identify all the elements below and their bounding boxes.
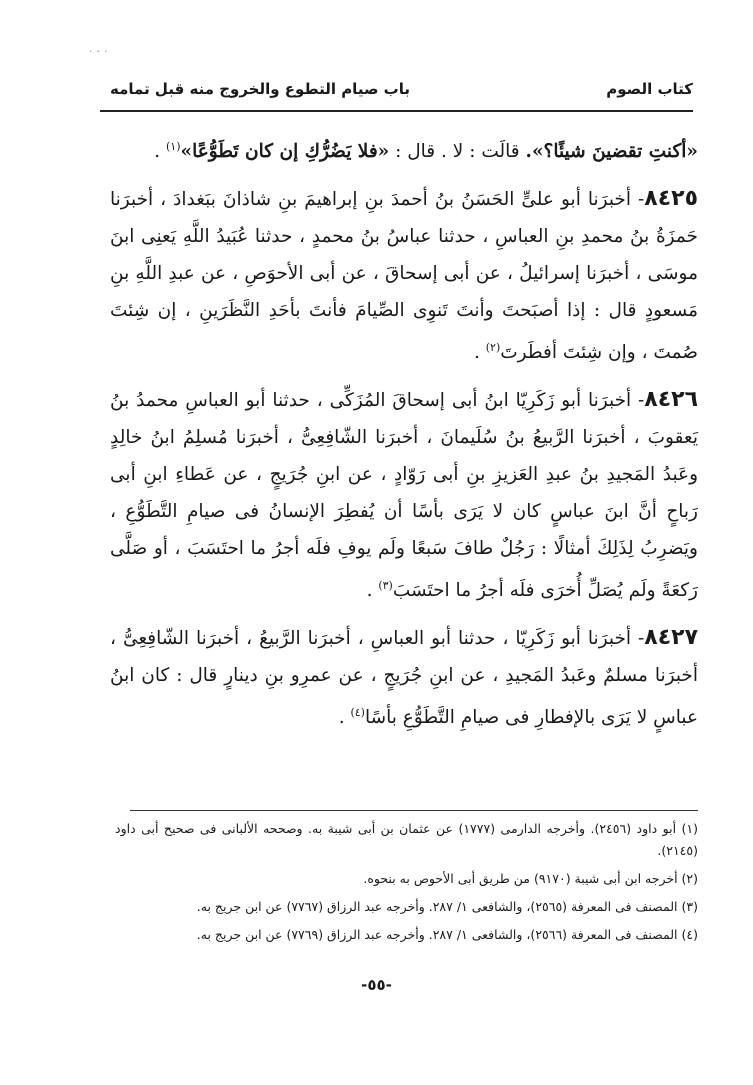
footnote-ref: (٢) <box>485 341 501 355</box>
entry-number: ٨٤٢٧ <box>644 625 698 651</box>
opening-paragraph <box>110 128 698 170</box>
entry-paragraph <box>110 381 698 609</box>
entry-text: - أخبرَنا أبو علىٍّ الحَسَنُ بنُ أحمدَ بنِ إبراهيمَ بنِ شاذانَ ببَغدادَ ، أخبرَنا حَمزَةُ بنُ محمدِ بنِ العباسِ ، حدثنا عباسُ بنُ محمدٍ ، حدثنا عُبَيدُ اللَّهِ يَعنِى ابنَ موسَى ، أخبرَنا إسرائيلُ ، عن أبى إسحاقَ ، عن أبى الأحوَصِ ، عن عبدِ اللَّهِ بنِ مَسعودٍ قال : إذا أصبَحتَ وأنتَ تَنوِى الصِّيامَ فأنتَ بأحَدِ النَّظَرَينِ ، إن شِئتَ صُمتَ ، وإن شِئتَ أفطَرتَ <box>110 189 698 364</box>
footnote-ref: (١) <box>165 140 181 153</box>
footnote-ref: (٣) <box>378 579 393 593</box>
page-number: -٥٥- <box>361 976 392 994</box>
hadith-quote: «فلا يَضُرُّكِ إن كان تَطَوُّعًا» <box>180 141 390 163</box>
header-rule <box>100 110 693 112</box>
sentence-end: . <box>338 707 351 729</box>
main-text <box>110 128 698 747</box>
corner-mark: ٠ - ٠ <box>88 46 109 57</box>
footnote-divider <box>130 810 698 811</box>
footnote: (٢) أخرجه ابن أبى شيبة (٩١٧٠) من طريق أبى الأحوص به بنحوه. <box>363 871 698 886</box>
sentence-end: . <box>366 580 379 602</box>
narration-text: قالَت : لا . قال : <box>389 141 526 163</box>
hadith-quote: «أكنتِ تقضينَ شيئًا؟». <box>525 141 698 163</box>
running-header <box>110 76 693 102</box>
footnote-ref: (٤) <box>350 706 365 720</box>
footnote: (١) أبو داود (٢٤٥٦). وأخرجه الدارمى (١٧٧٧) عن عثمان بن أبى شيبة به. وصححه الألبانى فى صحيح أبى داود (٢١٤٥). <box>115 821 698 858</box>
footnote: (٣) المصنف فى المعرفة (٢٥٦٥)، والشافعى ١/ ٢٨٧. وأخرجه عبد الرزاق (٧٧٦٧) عن ابن جريج به. <box>196 899 698 914</box>
sentence-end: . <box>154 141 166 163</box>
entry-number: ٨٤٢٥ <box>644 186 698 212</box>
chapter-title: باب صيام التطوع والخروج منه قبل تمامه <box>110 80 410 98</box>
entry-paragraph <box>110 180 698 371</box>
sentence-end: . <box>473 342 486 364</box>
entry-text: - أخبرَنا أبو زَكَرِيّا ، حدثنا أبو العباسِ ، أخبرَنا الرَّبيعُ ، أخبرَنا الشّافِعِىُّ ، أخبرَنا مسلمٌ وعَبدُ المَجيدِ ، عن ابنِ جُرَيجٍ ، عن عمرِو بنِ دينارٍ قال : كان ابنُ عباسٍ لا يَرَى بالإفطارِ فى صيامِ التَّطَوُّعِ بأسًا <box>110 628 698 729</box>
entry-number: ٨٤٢٦ <box>644 387 698 413</box>
entry-paragraph <box>110 619 698 736</box>
footnotes <box>115 818 698 952</box>
entry-text: - أخبرَنا أبو زَكَرِيّا ابنُ أبى إسحاقَ المُزَكِّى ، حدثنا أبو العباسِ محمدُ بنُ يَعقوبَ ، أخبرَنا الرَّبيعُ بنُ سُلَيمانَ ، أخبرَنا الشّافِعِىُّ ، أخبرَنا مُسلِمُ ابنُ خالِدٍ وعَبدُ المَجيدِ بنُ عبدِ العَزيزِ بنِ أبى رَوّادٍ ، عن ابنِ جُرَيجٍ ، عن عَطاءِ ابنِ أبى رَباحٍ أنَّ ابنَ عباسٍ كان لا يَرَى بأسًا أن يُفطِرَ الإنسانُ فى صيامِ التَّطَوُّعِ ، ويَضرِبُ لِذَلِكَ أمثالًا : رَجُلٌ طافَ سَبعًا ولَم يوفِ فلَه أجرُ ما احتَسَبَ ، أو صَلَّى رَكعَةً ولَم يُصَلِّ أُخرَى فلَه أجرُ ما احتَسَبَ <box>110 390 698 602</box>
footnote: (٤) المصنف فى المعرفة (٢٥٦٦)، والشافعى ١/ ٢٨٧. وأخرجه عبد الرزاق (٧٧٦٩) عن ابن جريج به. <box>196 927 698 942</box>
book-title: كتاب الصوم <box>606 80 693 98</box>
